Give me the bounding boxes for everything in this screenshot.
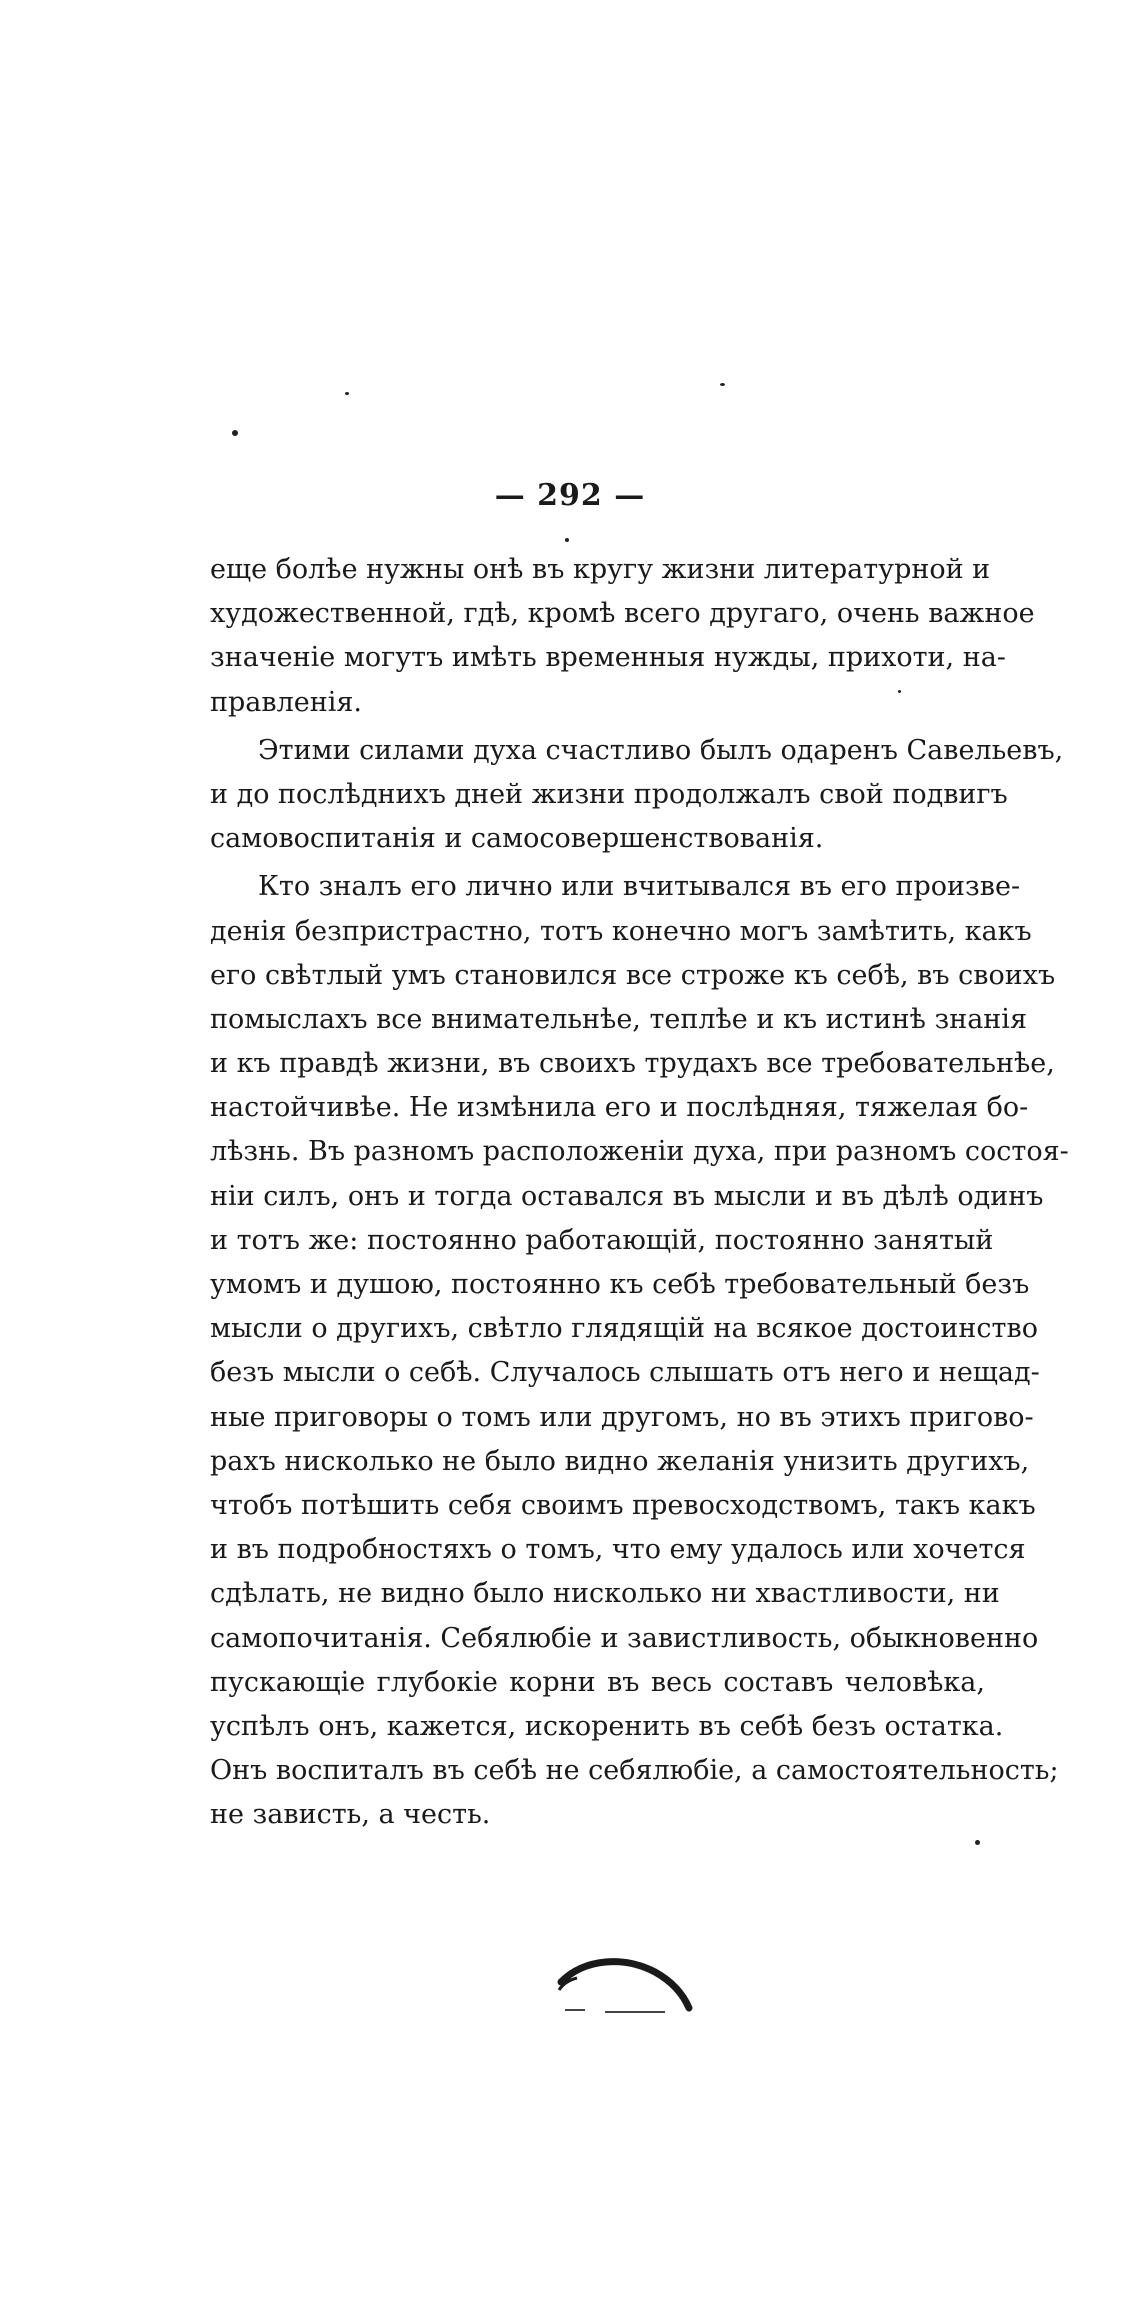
page-number: — 292 — bbox=[494, 478, 646, 513]
text-line: безъ мысли о себѣ. Случалось слышать отъ него и нещад- bbox=[210, 1357, 1040, 1389]
text-line: мысли о другихъ, свѣтло глядящій на всякое достоинство bbox=[210, 1313, 1038, 1345]
text-line: Этими силами духа счастливо былъ одаренъ Савельевъ, bbox=[258, 734, 1064, 766]
text-line: настойчивѣе. Не измѣнила его и послѣдняя, тяжелая бо- bbox=[210, 1092, 1029, 1124]
text-line: умомъ и душою, постоянно къ себѣ требовательный безъ bbox=[210, 1269, 1030, 1300]
scan-speck bbox=[975, 1840, 980, 1845]
paragraph bbox=[210, 548, 1035, 725]
text-line: рахъ нисколько не было видно желанія унизить другихъ, bbox=[210, 1445, 1030, 1477]
text-line: правленія. bbox=[210, 686, 362, 718]
scan-speck bbox=[898, 690, 901, 693]
text-line: его свѣтлый умъ становился все строже къ себѣ, въ своихъ bbox=[210, 959, 1056, 991]
text-line: художественной, гдѣ, кромѣ всего другаго, очень важное bbox=[210, 598, 1035, 630]
text-line: чтобъ потѣшить себя своимъ превосходствомъ, такъ какъ bbox=[210, 1489, 1036, 1521]
text-line: еще болѣе нужны онѣ въ кругу жизни литературной и bbox=[210, 554, 991, 585]
text-line: пускающіе глубокіе корни въ весь составъ человѣка, bbox=[210, 1666, 985, 1698]
text-line: и тотъ же: постоянно работающій, постоянно занятый bbox=[210, 1224, 994, 1256]
text-line: значеніе могутъ имѣть временныя нужды, прихоти, на- bbox=[210, 642, 1006, 674]
scan-speck bbox=[720, 383, 725, 386]
tailpiece-ornament bbox=[555, 1950, 695, 2020]
text-line: денія безпристрастно, тотъ конечно могъ замѣтить, какъ bbox=[210, 915, 1032, 947]
text-line: Кто зналъ его лично или вчитывался въ его произве- bbox=[258, 871, 1021, 903]
text-line: ніи силъ, онъ и тогда оставался въ мысли и въ дѣлѣ одинъ bbox=[210, 1180, 1044, 1212]
text-line: и къ правдѣ жизни, въ своихъ трудахъ все требовательнѣе, bbox=[210, 1048, 1055, 1080]
text-line: Онъ воспиталъ въ себѣ не себялюбіе, а самостоятельность; bbox=[210, 1755, 1059, 1787]
paragraph bbox=[210, 865, 1069, 1837]
text-line: сдѣлать, не видно было нисколько ни хвастливости, ни bbox=[210, 1578, 1000, 1610]
text-line: самовоспитанія и самосовершенствованія. bbox=[210, 823, 824, 855]
text-line: лѣзнь. Въ разномъ расположеніи духа, при разномъ состоя- bbox=[210, 1136, 1069, 1168]
scan-speck bbox=[232, 430, 238, 436]
paragraph bbox=[210, 729, 1064, 862]
text-line: не зависть, а честь. bbox=[210, 1799, 491, 1831]
scan-speck bbox=[565, 538, 569, 542]
text-line: помыслахъ все внимательнѣе, теплѣе и къ истинѣ знанія bbox=[210, 1003, 1027, 1035]
text-line: и до послѣднихъ дней жизни продолжалъ свой подвигъ bbox=[210, 778, 1008, 810]
text-line: и въ подробностяхъ о томъ, что ему удалось или хочется bbox=[210, 1534, 1026, 1566]
text-line: самопочитанія. Себялюбіе и завистливость, обыкновенно bbox=[210, 1622, 1039, 1654]
body-text bbox=[210, 548, 1069, 1837]
text-line: успѣлъ онъ, кажется, искоренить въ себѣ безъ остатка. bbox=[210, 1710, 1004, 1742]
scan-speck bbox=[345, 392, 349, 395]
text-line: ные приговоры о томъ или другомъ, но въ этихъ пригово- bbox=[210, 1401, 1034, 1433]
